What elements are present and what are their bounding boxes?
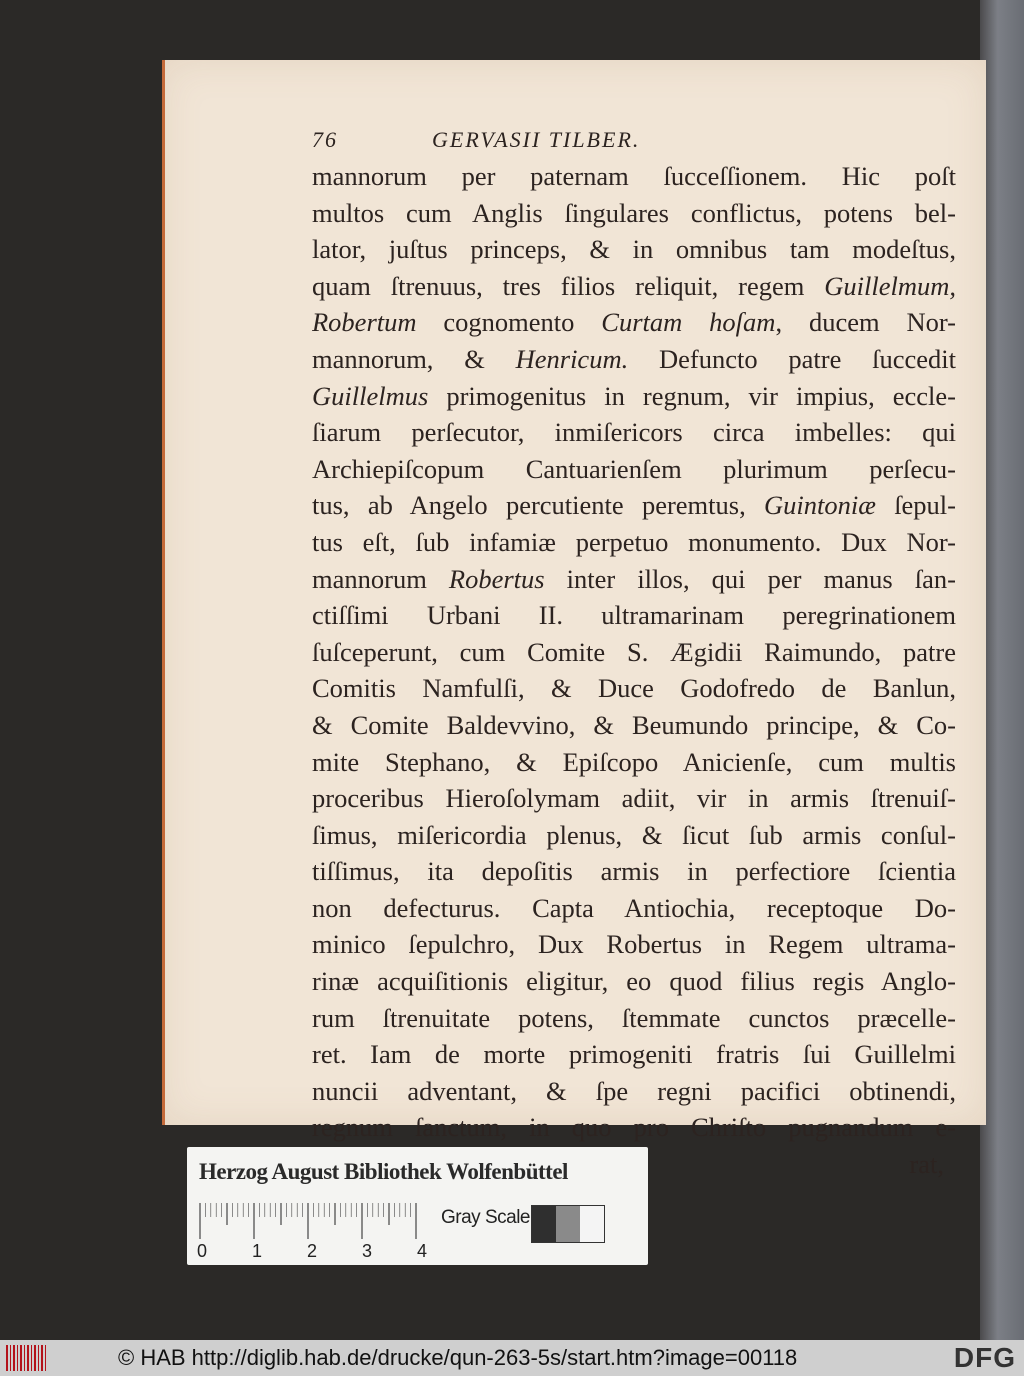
gray-scale-swatches <box>531 1205 605 1243</box>
text-run: Defuncto patre ſuccedit <box>628 343 956 374</box>
text-line <box>312 1000 956 1037</box>
italic-name: Robertus <box>448 563 545 594</box>
text-run: ſuſceperunt, cum Comite S. Ægidii Raimundo, patre <box>312 636 956 667</box>
text-run: multos cum Anglis ſingulares conflictus, potens bel- <box>312 197 956 228</box>
text-line <box>312 963 956 1000</box>
text-run: mannorum <box>312 563 449 594</box>
text-run: ſimus, miſericordia plenus, & ſicut ſub armis conſul- <box>312 819 956 850</box>
text-line <box>312 414 956 451</box>
text-line <box>312 487 956 524</box>
text-line <box>312 780 956 817</box>
text-line <box>312 1036 956 1073</box>
footer-bar <box>0 1340 1024 1376</box>
swatch-mid <box>556 1206 580 1242</box>
dfg-logo: DFG <box>953 1342 1016 1373</box>
text-line <box>312 268 956 305</box>
next-page-edge <box>980 0 1024 1340</box>
text-run: lator, juſtus princeps, & in omnibus tam modeſtus, <box>312 234 956 265</box>
text-run: ſiarum perſecutor, inmiſericors circa imbelles: qui <box>312 417 956 448</box>
text-run: mite Stephano, & Epiſcopo Anicienſe, cum multis <box>312 746 956 777</box>
text-run: proceribus Hieroſolymam adiit, vir in armis ſtrenuiſ- <box>312 783 956 814</box>
text-run: Archiepiſcopum Cantuarienſem plurimum perſecu- <box>312 453 956 484</box>
text-line <box>312 451 956 488</box>
text-line <box>312 890 956 927</box>
text-line <box>312 304 956 341</box>
hab-barcode-logo <box>6 1345 48 1371</box>
text-line <box>312 707 956 744</box>
running-header <box>312 122 956 158</box>
ruler-label: 2 <box>307 1241 318 1261</box>
text-line <box>312 561 956 598</box>
gray-scale-label: Gray Scale <box>441 1207 530 1228</box>
text-body <box>312 158 956 1146</box>
text-run: ret. Iam de morte primogeniti fratris ſui Guillelmi <box>312 1039 956 1070</box>
ruler-label: 4 <box>417 1241 428 1261</box>
text-line <box>312 670 956 707</box>
text-run: primogenitus in regnum, vir impius, eccle- <box>428 380 956 411</box>
text-run: ſepul- <box>875 490 956 521</box>
text-run: cognomento <box>416 307 602 338</box>
text-line <box>312 634 956 671</box>
italic-name: Guillelmum, <box>824 270 956 301</box>
text-line <box>312 1073 956 1110</box>
swatch-light <box>580 1206 604 1242</box>
text-line <box>312 341 956 378</box>
text-line <box>312 926 956 963</box>
ruler-label: 1 <box>252 1241 263 1261</box>
library-name: Herzog August Bibliothek Wolfenbüttel <box>199 1159 568 1184</box>
text-line <box>312 378 956 415</box>
swatch-dark <box>532 1206 556 1242</box>
text-line <box>312 853 956 890</box>
text-line <box>312 158 956 195</box>
text-run: tus, ab Angelo percutiente peremtus, <box>312 490 764 521</box>
page-number: 76 <box>312 127 338 152</box>
italic-name: Guintoniæ <box>764 490 876 521</box>
text-run: mannorum per paternam ſucceſſionem. Hic poſt <box>312 161 956 191</box>
text-run: mannorum, & <box>312 343 516 374</box>
ruler <box>199 1203 419 1239</box>
text-run: regnum ſanctum, in quo pro Chriſto pugnandum e- <box>312 1112 956 1143</box>
italic-name: Henricum. <box>515 343 629 374</box>
text-run: ctiſſimi Urbani II. ultramarinam peregrinationem <box>312 600 956 631</box>
page-text <box>312 122 956 1183</box>
text-run: tus eſt, ſub infamiæ perpetuo monumento. Dux Nor- <box>312 526 956 557</box>
ruler-label: 0 <box>197 1241 208 1261</box>
text-run: nuncii adventant, & ſpe regni pacifici obtinendi, <box>312 1075 956 1106</box>
library-scale-card <box>187 1147 648 1265</box>
text-line <box>312 744 956 781</box>
text-line <box>312 231 956 268</box>
text-run: inter illos, qui per manus ſan- <box>544 563 956 594</box>
text-line <box>312 597 956 634</box>
ruler-label: 3 <box>362 1241 373 1261</box>
text-line <box>312 817 956 854</box>
text-run: rum ſtrenuitate potens, ſtemmate cunctos præcelle- <box>312 1002 956 1033</box>
text-line <box>312 195 956 232</box>
text-run: , ducem Nor- <box>775 307 956 338</box>
text-run: quam ſtrenuus, tres filios reliquit, regem <box>312 270 825 301</box>
running-head: GERVASII TILBER. <box>432 127 641 152</box>
catchword: rat, <box>909 1149 944 1180</box>
text-line <box>312 1109 956 1146</box>
italic-name: Curtam hoſam <box>601 307 776 338</box>
text-run: minico ſepulchro, Dux Robertus in Regem ultrama- <box>312 929 956 960</box>
italic-name: Guillelmus <box>312 380 429 411</box>
text-run: tiſſimus, ita depoſitis armis in perfectiore ſcientia <box>312 856 956 887</box>
text-run: non defecturus. Capta Antiochia, receptoque Do- <box>312 892 956 923</box>
text-run: Comitis Namfulſi, & Duce Godofredo de Banlun, <box>312 673 956 704</box>
text-run: & Comite Baldevvino, & Beumundo principe, & Co- <box>312 709 956 740</box>
italic-name: Robertum <box>312 307 417 338</box>
text-line <box>312 524 956 561</box>
text-run: rinæ acquiſitionis eligitur, eo quod filius regis Anglo- <box>312 966 956 997</box>
credit-url[interactable]: © HAB http://diglib.hab.de/drucke/qun-263-5s/start.htm?image=00118 <box>118 1345 798 1370</box>
